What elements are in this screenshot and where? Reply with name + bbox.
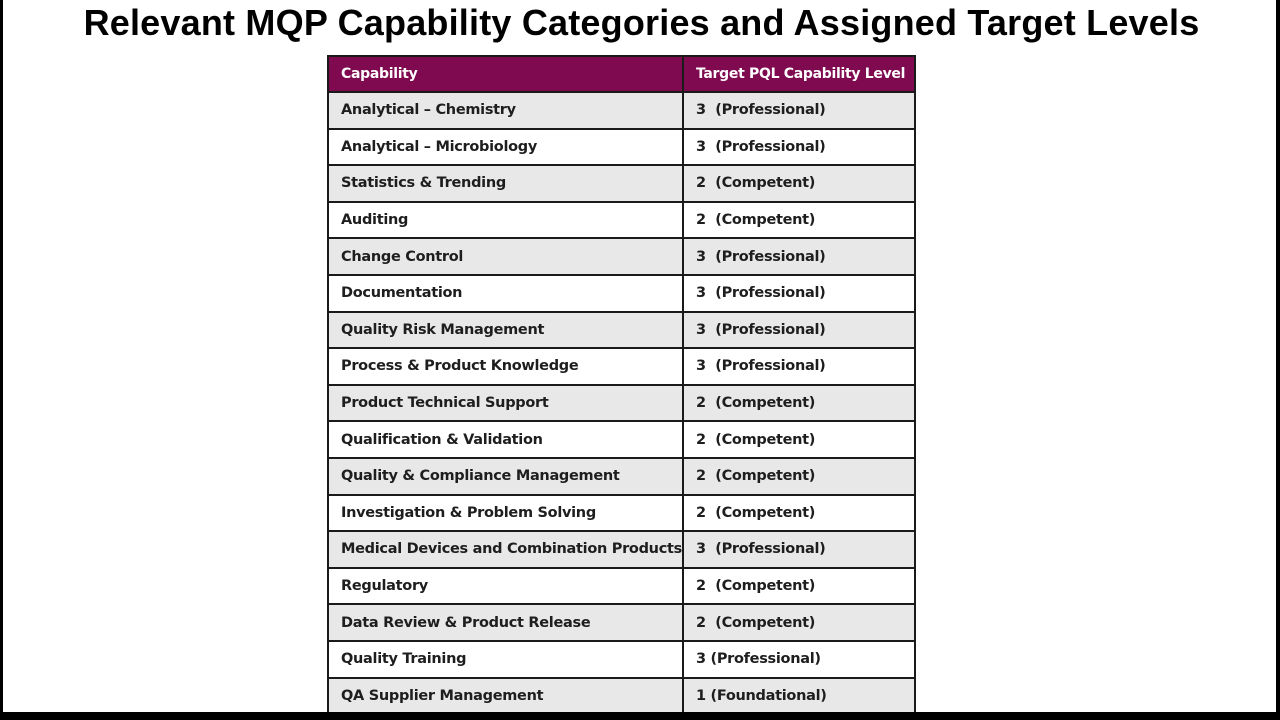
- table-row: [328, 495, 915, 532]
- level-cell: 3 (Professional): [683, 129, 915, 166]
- table-row: [328, 604, 915, 641]
- level-cell: 2 (Competent): [683, 421, 915, 458]
- table-row: [328, 202, 915, 239]
- table-row: [328, 348, 915, 385]
- table-row: [328, 385, 915, 422]
- table-row: [328, 421, 915, 458]
- capability-cell: Statistics & Trending: [328, 165, 683, 202]
- table-row: [328, 238, 915, 275]
- level-cell: 3 (Professional): [683, 312, 915, 349]
- capability-cell: Analytical – Microbiology: [328, 129, 683, 166]
- capability-cell: Documentation: [328, 275, 683, 312]
- capability-cell: Data Review & Product Release: [328, 604, 683, 641]
- capability-cell: Quality & Compliance Management: [328, 458, 683, 495]
- level-cell: 3 (Professional): [683, 641, 915, 678]
- capability-cell: Qualification & Validation: [328, 421, 683, 458]
- table-row: [328, 531, 915, 568]
- slide: [3, 0, 1274, 712]
- table-row: [328, 678, 915, 713]
- table-row: [328, 275, 915, 312]
- level-cell: 3 (Professional): [683, 238, 915, 275]
- capability-cell: Investigation & Problem Solving: [328, 495, 683, 532]
- level-cell: 3 (Professional): [683, 531, 915, 568]
- table-row: [328, 165, 915, 202]
- level-cell: 2 (Competent): [683, 495, 915, 532]
- capability-cell: QA Supplier Management: [328, 678, 683, 713]
- table-row: [328, 312, 915, 349]
- table-row: [328, 92, 915, 129]
- capability-cell: Auditing: [328, 202, 683, 239]
- capability-cell: Process & Product Knowledge: [328, 348, 683, 385]
- frame-bottom-border: [0, 712, 1280, 720]
- table-row: [328, 568, 915, 605]
- level-cell: 3 (Professional): [683, 348, 915, 385]
- table-header-row: [328, 56, 915, 92]
- level-cell: 2 (Competent): [683, 202, 915, 239]
- capability-cell: Change Control: [328, 238, 683, 275]
- level-cell: 3 (Professional): [683, 275, 915, 312]
- capability-cell: Analytical – Chemistry: [328, 92, 683, 129]
- capability-cell: Quality Risk Management: [328, 312, 683, 349]
- frame-edge: [1274, 0, 1276, 712]
- slide-title: Relevant MQP Capability Categories and Assigned Target Levels: [83, 2, 1200, 43]
- column-header-capability: Capability: [328, 56, 683, 92]
- level-cell: 2 (Competent): [683, 165, 915, 202]
- capability-table-container: [327, 55, 916, 712]
- column-header-target-level: Target PQL Capability Level: [683, 56, 915, 92]
- capability-table: [327, 55, 916, 712]
- capability-cell: Regulatory: [328, 568, 683, 605]
- capability-cell: Medical Devices and Combination Products: [328, 531, 683, 568]
- capability-cell: Product Technical Support: [328, 385, 683, 422]
- table-row: [328, 641, 915, 678]
- level-cell: 1 (Foundational): [683, 678, 915, 713]
- capability-cell: Quality Training: [328, 641, 683, 678]
- level-cell: 2 (Competent): [683, 385, 915, 422]
- level-cell: 2 (Competent): [683, 568, 915, 605]
- table-row: [328, 129, 915, 166]
- level-cell: 3 (Professional): [683, 92, 915, 129]
- level-cell: 2 (Competent): [683, 604, 915, 641]
- level-cell: 2 (Competent): [683, 458, 915, 495]
- table-row: [328, 458, 915, 495]
